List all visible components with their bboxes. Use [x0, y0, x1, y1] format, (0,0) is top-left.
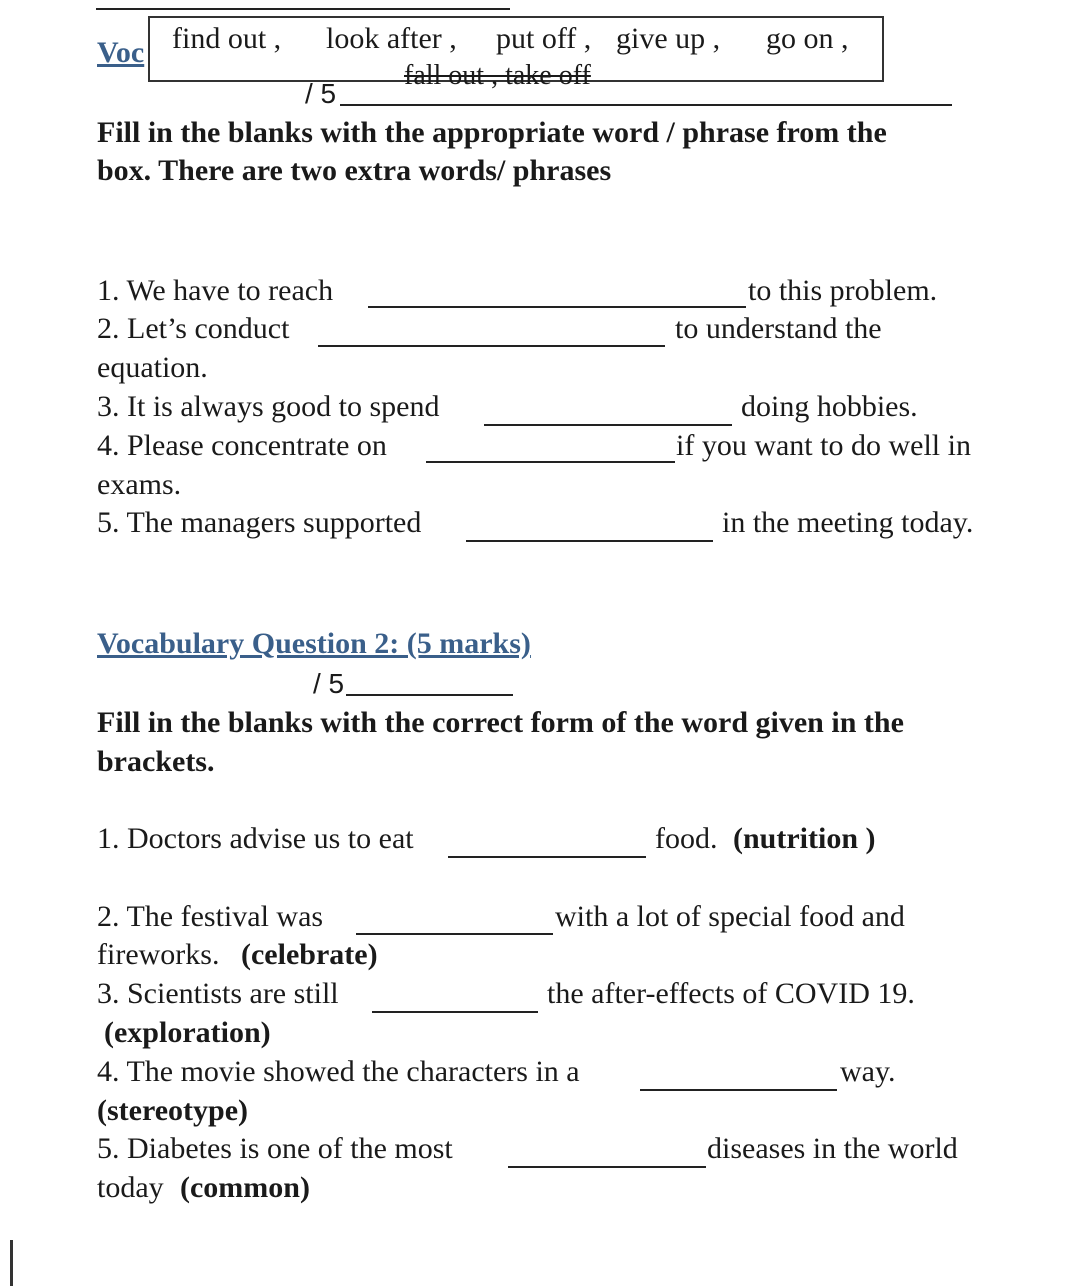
q1-item-2-after: to understand the — [675, 312, 882, 345]
word-box-item-2: look after , — [326, 22, 457, 55]
q2-item-2-text: 2. The festival was — [97, 900, 324, 933]
q1-instruction-line1: Fill in the blanks with the appropriate word / phrase from the — [97, 116, 887, 149]
q2-item-4-text: 4. The movie showed the characters in a — [97, 1055, 580, 1088]
word-box-item-5: go on , — [766, 22, 849, 55]
word-box-row2: fall out , take off — [404, 60, 591, 91]
q1-item-1-blank[interactable] — [368, 306, 746, 308]
q1-item-3-after: doing hobbies. — [741, 390, 918, 423]
q1-item-5-after: in the meeting today. — [722, 506, 974, 539]
q2-score: / 5 — [313, 668, 345, 699]
q1-item-2-blank[interactable] — [318, 345, 665, 347]
q2-item-5-hint: (common) — [180, 1171, 310, 1204]
q1-item-2-cont: equation. — [97, 351, 208, 384]
text-cursor — [10, 1240, 13, 1286]
q1-item-5-text: 5. The managers supported — [97, 506, 422, 539]
q2-instruction-line1: Fill in the blanks with the correct form of the word given in the — [97, 706, 904, 739]
q1-item-3-text: 3. It is always good to spend — [97, 390, 440, 423]
q2-item-5-after: diseases in the world — [707, 1132, 958, 1165]
q2-item-5-blank[interactable] — [508, 1166, 706, 1168]
q2-item-2-cont: fireworks. — [97, 938, 220, 971]
q2-item-2-hint: (celebrate) — [241, 938, 378, 971]
q2-item-5-text: 5. Diabetes is one of the most — [97, 1132, 453, 1165]
q2-score-line[interactable] — [346, 694, 513, 696]
q1-item-3-blank[interactable] — [484, 424, 732, 426]
q1-item-5-blank[interactable] — [466, 540, 713, 542]
q1-score-line[interactable] — [340, 104, 952, 106]
q1-item-2-text: 2. Let’s conduct — [97, 312, 290, 345]
q1-item-1-after: to this problem. — [748, 274, 938, 307]
q1-score: / 5 — [305, 78, 337, 109]
q2-item-1-after: food. — [655, 822, 718, 855]
q2-item-2-blank[interactable] — [356, 933, 553, 935]
q2-item-4-after: way. — [840, 1055, 896, 1088]
top-rule — [96, 8, 510, 10]
q1-heading-fragment: Voc — [97, 36, 145, 69]
q2-item-3-text: 3. Scientists are still — [97, 977, 339, 1010]
q2-item-4-hint: (stereotype) — [97, 1094, 249, 1127]
word-box-item-1: find out , — [172, 22, 282, 55]
q1-instruction-line2: box. There are two extra words/ phrases — [97, 154, 612, 187]
word-box-item-3: put off , — [496, 22, 592, 55]
word-box-item-4: give up , — [616, 22, 721, 55]
q1-item-4-cont: exams. — [97, 468, 182, 501]
q2-item-3-after: the after-effects of COVID 19. — [547, 977, 915, 1010]
q2-item-1-blank[interactable] — [448, 856, 646, 858]
q1-item-4-text: 4. Please concentrate on — [97, 429, 387, 462]
q2-item-3-blank[interactable] — [372, 1011, 538, 1013]
q2-item-3-hint: (exploration) — [104, 1016, 271, 1049]
q2-item-1-text: 1. Doctors advise us to eat — [97, 822, 414, 855]
q1-item-1-text: 1. We have to reach — [97, 274, 334, 307]
q1-item-4-after: if you want to do well in — [676, 429, 971, 462]
q2-instruction-line2: brackets. — [97, 745, 215, 778]
q2-item-2-after: with a lot of special food and — [555, 900, 905, 933]
q2-item-4-blank[interactable] — [640, 1089, 837, 1091]
q2-item-5-cont: today — [97, 1171, 164, 1204]
q2-heading[interactable]: Vocabulary Question 2: (5 marks) — [97, 627, 531, 660]
q2-item-1-hint: (nutrition ) — [733, 822, 876, 855]
q1-item-4-blank[interactable] — [426, 461, 675, 463]
